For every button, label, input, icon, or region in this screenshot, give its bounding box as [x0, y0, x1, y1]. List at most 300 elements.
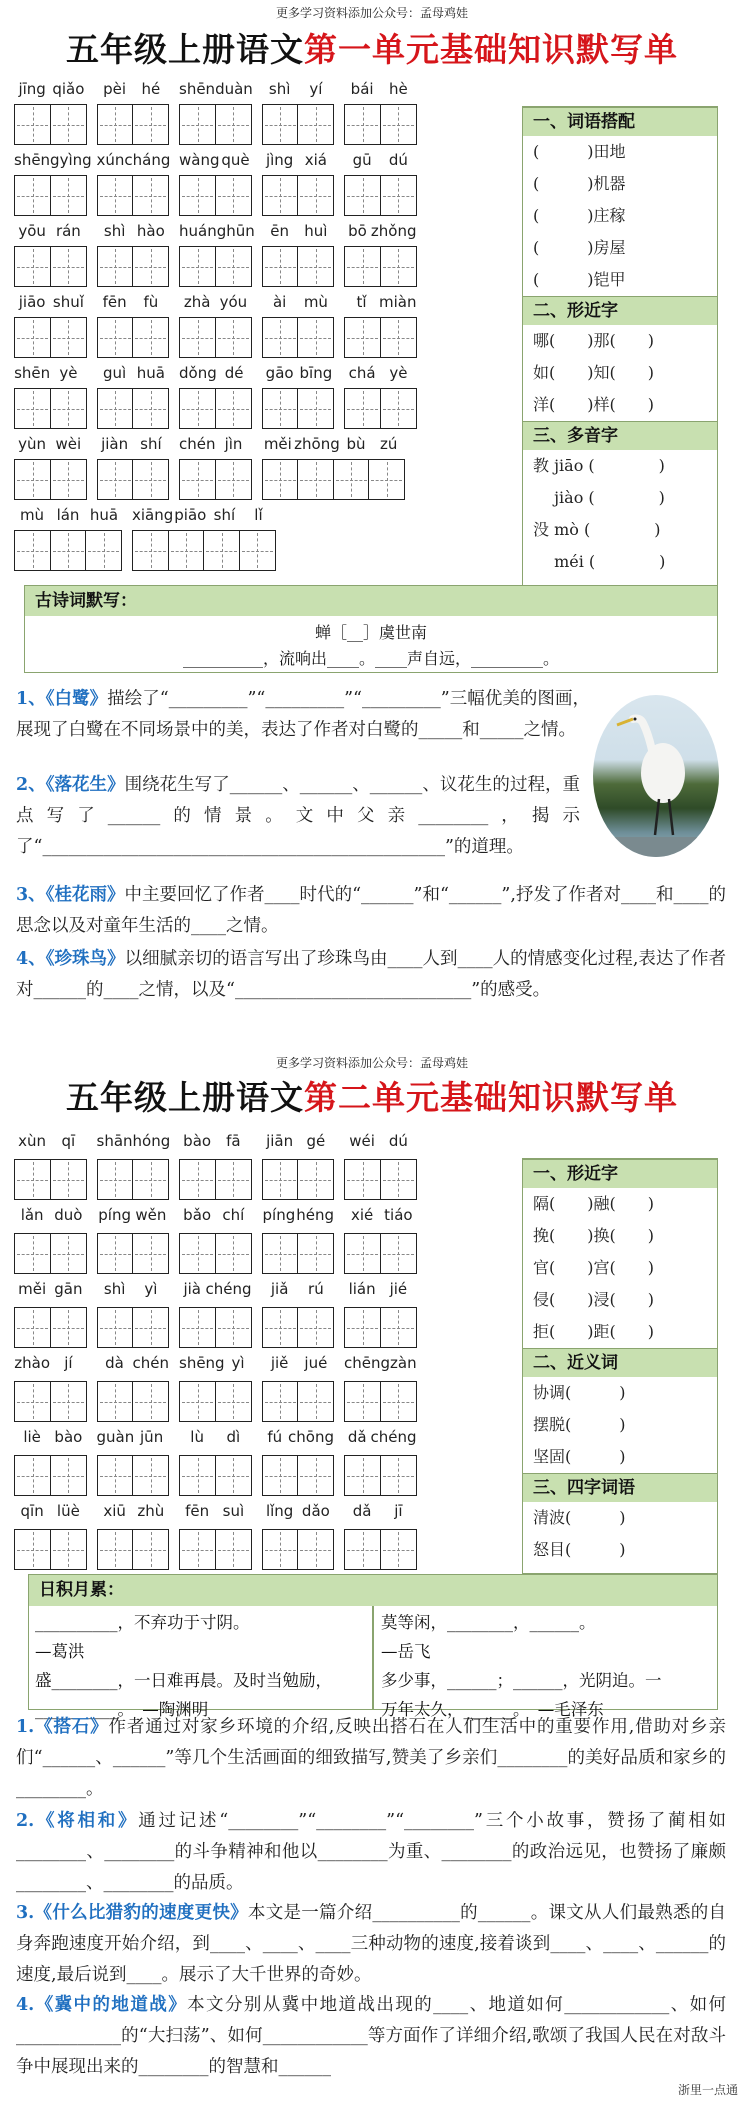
pinyin-label	[344, 1354, 417, 1372]
writing-cell[interactable]	[132, 1233, 169, 1274]
writing-cell[interactable]	[132, 530, 169, 571]
four-char-blank[interactable]: 怒目( )	[533, 1540, 626, 1559]
egret-photo	[593, 695, 719, 857]
writing-cell[interactable]	[50, 1307, 87, 1348]
writing-cell[interactable]	[262, 104, 299, 145]
pinyin-syllable: mù	[303, 293, 328, 311]
pinyin-word	[344, 222, 417, 287]
pinyin-syllable: jiàn	[101, 435, 129, 453]
pinyin-word	[262, 435, 406, 500]
writing-cell[interactable]	[14, 317, 51, 358]
writing-cell[interactable]	[50, 1159, 87, 1200]
pinyin-syllable: dú	[388, 151, 408, 169]
pinyin-word	[179, 435, 252, 500]
pinyin-word	[97, 80, 170, 145]
pinyin-syllable: fā	[226, 1132, 241, 1150]
writing-cell[interactable]	[344, 1529, 381, 1570]
pinyin-syllable: xún	[96, 151, 125, 169]
writing-cell[interactable]	[179, 1381, 216, 1422]
writing-cell[interactable]	[168, 530, 205, 571]
unit1-question-4: 4、《珍珠鸟》以细腻亲切的语言写出了珍珠鸟由____人到____人的情感变化过程,表达了作者对______的____之情，以及“___________________________”的感受。	[16, 949, 727, 1000]
pinyin-syllable: yùn	[18, 435, 47, 453]
writing-cell[interactable]	[50, 530, 87, 571]
pinyin-word	[97, 1428, 170, 1496]
pinyin-syllable: fēn	[102, 293, 127, 311]
unit1-question-2: 2、《落花生》围绕花生写了______、______、______、议花生的过程，重点写了______的情景。文中父亲________，揭示了“______________________________________________”的道理。	[16, 775, 581, 857]
pinyin-label	[132, 506, 276, 524]
writing-cell[interactable]	[97, 1159, 134, 1200]
daily-heading: 日积月累：	[29, 1575, 717, 1606]
pinyin-word	[14, 1354, 87, 1422]
pinyin-syllable: lán	[56, 506, 80, 524]
writing-cell[interactable]	[297, 1455, 334, 1496]
writing-cell[interactable]	[97, 175, 134, 216]
daily-line: 多少事，______；______，光阴迫。一	[381, 1671, 662, 1690]
pinyin-syllable: zhǒng	[370, 222, 417, 240]
word-pair-blank[interactable]: ( )铠甲	[533, 270, 626, 289]
pinyin-syllable: dú	[388, 1132, 408, 1150]
pinyin-syllable: huā	[89, 506, 119, 524]
pinyin-word	[14, 80, 87, 145]
writing-cell[interactable]	[203, 530, 240, 571]
unit1-question-3: 3、《桂花雨》中主要回忆了作者____时代的“______”和“______”,抒发了作者对____和____的思念以及对童年生活的____之情。	[16, 885, 727, 936]
writing-cell[interactable]	[14, 459, 51, 500]
pinyin-word	[344, 1354, 417, 1422]
pinyin-syllable: jīng	[18, 80, 46, 98]
pinyin-syllable: yì	[144, 1280, 158, 1298]
four-char-blank[interactable]: 清波( )	[533, 1508, 626, 1527]
pinyin-syllable: piāo	[174, 506, 207, 524]
pinyin-word	[344, 151, 417, 216]
pinyin-syllable: huáng	[179, 222, 227, 240]
pinyin-syllable: cháng	[124, 151, 171, 169]
writing-cell[interactable]	[179, 1233, 216, 1274]
unit1-title: 五年级上册语文第一单元基础知识默写单	[66, 30, 678, 69]
footer-watermark: 浙里一点通	[677, 2083, 738, 2097]
pinyin-label	[14, 506, 122, 524]
pinyin-syllable: guì	[103, 364, 127, 382]
pinyin-label	[179, 1206, 252, 1224]
writing-cell[interactable]	[215, 246, 252, 287]
writing-cell[interactable]	[132, 1159, 169, 1200]
writing-cell[interactable]	[132, 104, 169, 145]
writing-cell[interactable]	[179, 317, 216, 358]
pinyin-syllable: duò	[54, 1206, 83, 1224]
writing-cell[interactable]	[97, 1381, 134, 1422]
pinyin-label	[97, 222, 170, 240]
writing-cell[interactable]	[344, 1307, 381, 1348]
writing-cell[interactable]	[50, 388, 87, 429]
pinyin-label	[14, 1354, 87, 1372]
writing-cell[interactable]	[50, 317, 87, 358]
writing-cell[interactable]	[297, 317, 334, 358]
unit2-side-panel	[522, 1158, 718, 1574]
pinyin-label	[179, 222, 255, 240]
pinyin-label	[262, 1354, 335, 1372]
synonym-blank[interactable]: 协调( )	[533, 1383, 626, 1402]
pinyin-syllable: suì	[222, 1502, 245, 1520]
writing-cell[interactable]	[97, 317, 134, 358]
writing-cell[interactable]	[215, 1233, 252, 1274]
writing-cell[interactable]	[179, 459, 216, 500]
pinyin-word	[344, 293, 417, 358]
writing-cell[interactable]	[179, 104, 216, 145]
writing-cell[interactable]	[380, 1455, 417, 1496]
writing-cell[interactable]	[297, 246, 334, 287]
writing-cell[interactable]	[380, 1529, 417, 1570]
pinyin-syllable: chéng	[205, 1280, 252, 1298]
writing-cell[interactable]	[97, 388, 134, 429]
pinyin-syllable: yì	[231, 1354, 245, 1372]
daily-divider	[372, 1606, 374, 1709]
writing-cell[interactable]	[14, 1307, 51, 1348]
pinyin-syllable: shēng	[179, 1354, 225, 1372]
writing-cell[interactable]	[179, 246, 216, 287]
pinyin-label	[344, 80, 417, 98]
pinyin-word	[14, 1280, 87, 1348]
pinyin-label	[179, 435, 252, 453]
pinyin-word	[132, 506, 276, 571]
egret-illustration	[593, 695, 719, 857]
writing-cell[interactable]	[215, 1381, 252, 1422]
writing-cell[interactable]	[215, 104, 252, 145]
writing-cell[interactable]	[14, 388, 51, 429]
writing-cell[interactable]	[262, 246, 299, 287]
writing-cell[interactable]	[262, 317, 299, 358]
writing-cell[interactable]	[14, 246, 51, 287]
pinyin-syllable: jiāo	[18, 293, 46, 311]
writing-cell[interactable]	[132, 1307, 169, 1348]
writing-cell[interactable]	[380, 1233, 417, 1274]
unit2-daily-box	[28, 1574, 718, 1719]
writing-cell[interactable]	[344, 246, 381, 287]
writing-cell[interactable]	[297, 459, 334, 500]
writing-cell[interactable]	[50, 104, 87, 145]
pinyin-label	[262, 1502, 335, 1520]
pinyin-word	[179, 1206, 252, 1274]
pinyin-syllable: bīng	[299, 364, 333, 382]
pinyin-syllable: fú	[267, 1428, 283, 1446]
panel-heading: 二、形近字	[523, 296, 717, 325]
writing-cell[interactable]	[132, 175, 169, 216]
pinyin-syllable: zàn	[390, 1354, 417, 1372]
writing-cell[interactable]	[50, 246, 87, 287]
writing-cell[interactable]	[344, 1381, 381, 1422]
unit2-question-4: 4.《冀中的地道战》本文分别从冀中地道战出现的____、地道如何____________、如何____________的“大扫荡”、如何____________等方面作了详细介绍,歌颂了我国人民在对敌斗争中展现出来的________的智慧和______	[16, 1995, 727, 2077]
writing-cell[interactable]	[215, 1529, 252, 1570]
writing-cell[interactable]	[14, 1455, 51, 1496]
writing-cell[interactable]	[132, 388, 169, 429]
writing-cell[interactable]	[297, 104, 334, 145]
writing-cell[interactable]	[262, 1529, 299, 1570]
similar-char-blank[interactable]: 拒( )距( )	[533, 1322, 654, 1341]
pinyin-word	[344, 364, 417, 429]
pinyin-word	[97, 364, 170, 429]
writing-cell[interactable]	[344, 175, 381, 216]
writing-cell[interactable]	[344, 1233, 381, 1274]
writing-cell[interactable]	[215, 317, 252, 358]
pinyin-syllable: chéng	[370, 1428, 417, 1446]
similar-char-blank[interactable]: 哪( )那( )	[533, 331, 654, 350]
pinyin-word	[262, 1502, 335, 1570]
writing-cell[interactable]	[344, 1159, 381, 1200]
pinyin-word	[262, 80, 335, 145]
pinyin-word	[262, 151, 335, 216]
writing-cell[interactable]	[215, 1159, 252, 1200]
writing-cell[interactable]	[97, 1455, 134, 1496]
writing-cell[interactable]	[50, 175, 87, 216]
writing-cell[interactable]	[132, 317, 169, 358]
writing-cell[interactable]	[14, 530, 51, 571]
polyphone-blank[interactable]: méi ( )	[533, 552, 666, 571]
pinyin-syllable: hóng	[132, 1132, 171, 1150]
writing-cell[interactable]	[97, 246, 134, 287]
pinyin-word	[97, 1502, 170, 1570]
pinyin-word	[97, 435, 170, 500]
writing-cell[interactable]	[215, 1307, 252, 1348]
pinyin-syllable: bào	[54, 1428, 83, 1446]
pinyin-syllable: hūn	[226, 222, 255, 240]
writing-cell[interactable]	[380, 246, 417, 287]
pinyin-syllable: yí	[309, 80, 323, 98]
writing-cell[interactable]	[14, 1529, 51, 1570]
writing-cell[interactable]	[97, 1233, 134, 1274]
pinyin-label	[262, 1132, 335, 1150]
pinyin-label	[344, 1132, 417, 1150]
writing-cell[interactable]	[132, 1455, 169, 1496]
pinyin-word	[14, 1132, 87, 1200]
writing-cell[interactable]	[262, 1455, 299, 1496]
writing-cell[interactable]	[239, 530, 276, 571]
writing-cell[interactable]	[344, 1455, 381, 1496]
polyphone-blank[interactable]: 教 jiāo ( )	[533, 456, 665, 475]
pinyin-syllable: dǎo	[301, 1502, 330, 1520]
pinyin-label	[344, 1206, 417, 1224]
pinyin-syllable: lián	[348, 1280, 376, 1298]
writing-cell[interactable]	[50, 1455, 87, 1496]
pinyin-label	[97, 1428, 170, 1446]
pinyin-label	[14, 1132, 87, 1150]
pinyin-syllable: huì	[304, 222, 328, 240]
pinyin-label	[14, 222, 87, 240]
synonym-blank[interactable]: 摆脱( )	[533, 1415, 626, 1434]
pinyin-syllable: měi	[18, 1280, 47, 1298]
pinyin-word	[262, 1280, 335, 1348]
pinyin-label	[14, 293, 87, 311]
writing-cell[interactable]	[215, 175, 252, 216]
writing-cell[interactable]	[215, 1455, 252, 1496]
poem-heading: 古诗词默写：	[25, 586, 717, 616]
writing-cell[interactable]	[132, 1381, 169, 1422]
pinyin-syllable: jié	[389, 1280, 408, 1298]
pinyin-label	[14, 1280, 87, 1298]
pinyin-syllable: mù	[19, 506, 45, 524]
writing-cell[interactable]	[262, 388, 299, 429]
daily-line: 盛________，一日难再晨。及时当勉励，	[35, 1671, 332, 1690]
pinyin-syllable: guàn	[96, 1428, 135, 1446]
pinyin-syllable: zhào	[14, 1354, 50, 1372]
pinyin-word	[14, 435, 87, 500]
pinyin-syllable: bù	[346, 435, 366, 453]
pinyin-label	[262, 1428, 335, 1446]
daily-line: 莫等闲，________，______。	[381, 1613, 596, 1632]
pinyin-word	[97, 293, 170, 358]
pinyin-word	[262, 222, 335, 287]
unit1-side-panel	[522, 106, 718, 586]
writing-cell[interactable]	[297, 1233, 334, 1274]
writing-cell[interactable]	[50, 1233, 87, 1274]
pinyin-word	[179, 1502, 252, 1570]
writing-cell[interactable]	[97, 104, 134, 145]
writing-cell[interactable]	[262, 175, 299, 216]
synonym-blank[interactable]: 坚固( )	[533, 1447, 626, 1466]
writing-cell[interactable]	[215, 459, 252, 500]
pinyin-syllable: jí	[64, 1354, 73, 1372]
writing-cell[interactable]	[333, 459, 370, 500]
writing-cell[interactable]	[297, 1381, 334, 1422]
writing-cell[interactable]	[297, 1307, 334, 1348]
writing-cell[interactable]	[368, 459, 405, 500]
pinyin-syllable: lù	[190, 1428, 204, 1446]
similar-char-blank[interactable]: 官( )宫( )	[533, 1258, 654, 1277]
similar-char-blank[interactable]: 洋( )样( )	[533, 395, 654, 414]
pinyin-syllable: lüè	[56, 1502, 80, 1520]
writing-cell[interactable]	[50, 1381, 87, 1422]
writing-cell[interactable]	[297, 1529, 334, 1570]
pinyin-label	[97, 435, 170, 453]
pinyin-syllable: què	[221, 151, 250, 169]
writing-cell[interactable]	[179, 1159, 216, 1200]
writing-cell[interactable]	[50, 459, 87, 500]
pinyin-syllable: miàn	[379, 293, 417, 311]
writing-cell[interactable]	[262, 1381, 299, 1422]
writing-cell[interactable]	[297, 388, 334, 429]
pinyin-syllable: jìn	[224, 435, 243, 453]
pinyin-label	[97, 1206, 170, 1224]
writing-cell[interactable]	[14, 1233, 51, 1274]
writing-cell[interactable]	[262, 1233, 299, 1274]
writing-cell[interactable]	[344, 317, 381, 358]
writing-cell[interactable]	[97, 459, 134, 500]
pinyin-syllable: dì	[226, 1428, 241, 1446]
pinyin-syllable: lǎn	[20, 1206, 44, 1224]
pinyin-word	[262, 1428, 335, 1496]
pinyin-syllable: gé	[306, 1132, 326, 1150]
writing-cell[interactable]	[132, 1529, 169, 1570]
writing-cell[interactable]	[179, 388, 216, 429]
pinyin-syllable: chēng	[344, 1354, 391, 1372]
word-pair-blank[interactable]: ( )庄稼	[533, 206, 626, 225]
pinyin-syllable: xiá	[304, 151, 327, 169]
writing-cell[interactable]	[132, 246, 169, 287]
writing-cell[interactable]	[14, 104, 51, 145]
pinyin-label	[262, 80, 335, 98]
polyphone-blank[interactable]: jiào ( )	[533, 488, 665, 507]
writing-cell[interactable]	[262, 459, 299, 500]
polyphone-blank[interactable]: 没 mò ( )	[533, 520, 661, 539]
pinyin-syllable: jiān	[266, 1132, 294, 1150]
writing-cell[interactable]	[132, 459, 169, 500]
pinyin-syllable: xié	[350, 1206, 374, 1224]
pinyin-label	[97, 1354, 170, 1372]
writing-cell[interactable]	[50, 1529, 87, 1570]
writing-cell[interactable]	[344, 104, 381, 145]
writing-cell[interactable]	[215, 388, 252, 429]
pinyin-label	[344, 1280, 417, 1298]
pinyin-syllable: dé	[224, 364, 244, 382]
writing-cell[interactable]	[344, 388, 381, 429]
writing-cell[interactable]	[14, 1159, 51, 1200]
pinyin-label	[97, 80, 170, 98]
similar-char-blank[interactable]: 侵( )浸( )	[533, 1290, 654, 1309]
writing-cell[interactable]	[14, 1381, 51, 1422]
pinyin-syllable: lǐ	[254, 506, 263, 524]
pinyin-word	[179, 222, 255, 287]
writing-cell[interactable]	[380, 1381, 417, 1422]
panel-heading: 二、近义词	[523, 1348, 717, 1377]
pinyin-label	[262, 151, 335, 169]
writing-cell[interactable]	[297, 1159, 334, 1200]
pinyin-syllable: hé	[141, 80, 161, 98]
pinyin-syllable: rán	[55, 222, 81, 240]
writing-cell[interactable]	[97, 1307, 134, 1348]
pinyin-syllable: zhōng	[294, 435, 340, 453]
writing-cell[interactable]	[179, 1307, 216, 1348]
pinyin-syllable: měi	[263, 435, 292, 453]
pinyin-label	[97, 1132, 170, 1150]
pinyin-syllable: yìng	[59, 151, 92, 169]
notice-text-2: 更多学习资料添加公众号：孟母鸡娃	[275, 1056, 468, 1070]
unit2-question-2: 2.《将相和》通过记述“________”“________”“________”三个小故事，赞扬了蔺相如________、________的斗争精神和他以________为重、________的政治远见，也赞扬了廉颇________、________的品质。	[16, 1811, 726, 1893]
pinyin-label	[262, 364, 335, 382]
writing-cell[interactable]	[97, 1529, 134, 1570]
writing-cell[interactable]	[380, 1159, 417, 1200]
writing-cell[interactable]	[179, 1529, 216, 1570]
pinyin-syllable: shēn	[179, 80, 216, 98]
writing-cell[interactable]	[85, 530, 122, 571]
writing-cell[interactable]	[297, 175, 334, 216]
pinyin-syllable: qiǎo	[52, 80, 85, 98]
writing-cell[interactable]	[380, 317, 417, 358]
similar-char-blank[interactable]: 隔( )融( )	[533, 1194, 654, 1213]
similar-char-blank[interactable]: 如( )知( )	[533, 363, 654, 382]
pinyin-word	[179, 364, 252, 429]
writing-cell[interactable]	[380, 388, 417, 429]
pinyin-syllable: tǐ	[356, 293, 367, 311]
writing-cell[interactable]	[262, 1159, 299, 1200]
word-pair-blank[interactable]: ( )机器	[533, 174, 626, 193]
similar-char-blank[interactable]: 挽( )换( )	[533, 1226, 654, 1245]
writing-cell[interactable]	[179, 175, 216, 216]
pinyin-label	[179, 1502, 252, 1520]
writing-cell[interactable]	[14, 175, 51, 216]
pinyin-syllable: jī	[394, 1502, 403, 1520]
panel-heading: 三、多音字	[523, 421, 717, 450]
word-pair-blank[interactable]: ( )田地	[533, 142, 626, 161]
pinyin-syllable: yè	[389, 364, 408, 382]
pinyin-syllable: dà	[105, 1354, 124, 1372]
pinyin-label	[14, 1206, 87, 1224]
writing-cell[interactable]	[380, 1307, 417, 1348]
pinyin-word	[97, 1206, 170, 1274]
unit1-poem-box	[24, 585, 718, 673]
writing-cell[interactable]	[380, 104, 417, 145]
pinyin-label	[14, 435, 87, 453]
writing-cell[interactable]	[179, 1455, 216, 1496]
writing-cell[interactable]	[262, 1307, 299, 1348]
word-pair-blank[interactable]: ( )房屋	[533, 238, 626, 257]
writing-cell[interactable]	[380, 175, 417, 216]
